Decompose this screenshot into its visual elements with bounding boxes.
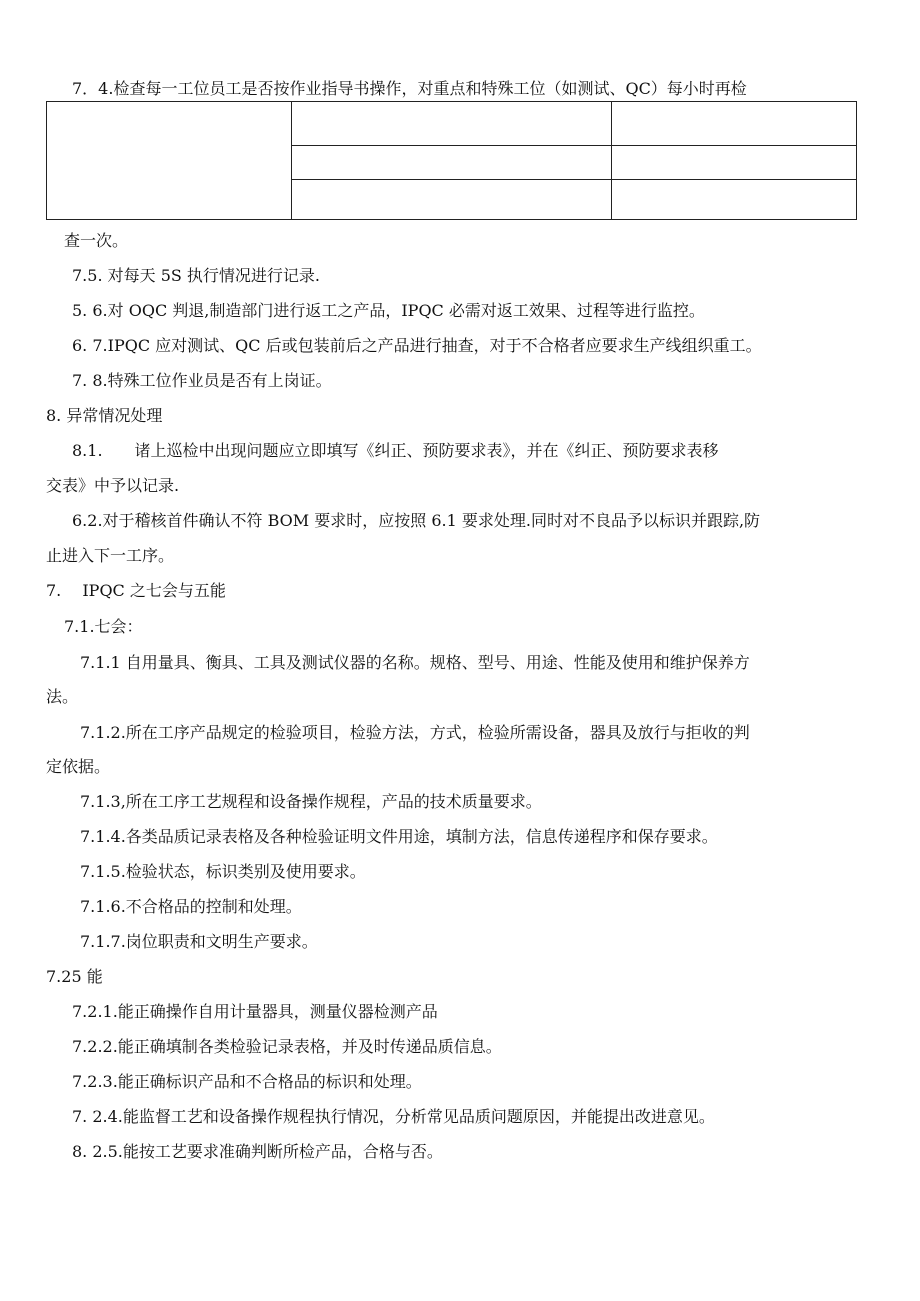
text-line-7-2-3: 7.2.3.能正确标识产品和不合格品的标识和处理。 [72,1072,422,1091]
text-line-7-1-5: 7.1.5.检验状态，标识类别及使用要求。 [80,862,366,881]
table-cell [292,180,612,220]
table-cell [612,146,857,180]
text-line-7-4: 7．4.检查每一工位员工是否按作业指导书操作，对重点和特殊工位（如测试、QC）每小时再检 [72,79,747,98]
blank-table [46,101,857,220]
text-line-7-2-2: 7.2.2.能正确填制各类检验记录表格，并及时传递品质信息。 [72,1037,502,1056]
table-cell [612,180,857,220]
text-line-6-7: 6. 7.IPQC 应对测试、QC 后或包装前后之产品进行抽查，对于不合格者应要求生产线组织重工。 [72,336,762,355]
section-heading-7: 7. IPQC 之七会与五能 [46,581,226,600]
text-line-8-1: 8.1. 诸上巡检中出现问题应立即填写《纠正、预防要求表》，并在《纠正、预防要求表移 [72,441,719,460]
text-line-7-2-1: 7.2.1.能正确操作自用计量器具，测量仪器检测产品 [72,1002,438,1021]
text-line-8-1-cont: 交表》中予以记录. [46,476,180,495]
text-line-7-2-4: 7. 2.4.能监督工艺和设备操作规程执行情况，分析常见品质问题原因，并能提出改进意见。 [72,1107,715,1126]
text-line-7-1-1-cont: 法。 [46,687,79,706]
text-line-7-1-2-cont: 定依据。 [46,757,111,776]
table-cell [612,102,857,146]
text-line-7-1-3: 7.1.3,所在工序工艺规程和设备操作规程，产品的技术质量要求。 [80,792,542,811]
text-line-7-8: 7. 8.特殊工位作业员是否有上岗证。 [72,371,332,390]
text-line-7-1-4: 7.1.4.各类品质记录表格及各种检验证明文件用途，填制方法，信息传递程序和保存要求。 [80,827,718,846]
text-line-8-2-5: 8. 2.5.能按工艺要求准确判断所检产品，合格与否。 [72,1142,443,1161]
table-cell [292,102,612,146]
text-line-5-6: 5. 6.对 OQC 判退,制造部门进行返工之产品，IPQC 必需对返工效果、过程等进行监控。 [72,301,705,320]
section-heading-7-25: 7.25 能 [46,967,103,986]
text-line-7-1-1: 7.1.1 自用量具、衡具、工具及测试仪器的名称。规格、型号、用途、性能及使用和维护保养方 [80,653,750,672]
table-cell-merged [47,102,292,220]
text-line-6-2-cont: 止进入下一工序。 [46,546,175,565]
text-line-6-2: 6.2.对于稽核首件确认不符 BOM 要求时，应按照 6.1 要求处理.同时对不良品予以标识并跟踪,防 [72,511,761,530]
text-line-7-1-6: 7.1.6.不合格品的控制和处理。 [80,897,302,916]
text-line-7-4-cont: 查一次。 [64,231,129,250]
text-line-7-1: 7.1.七会： [64,617,143,636]
text-line-7-5: 7.5. 对每天 5S 执行情况进行记录. [72,266,321,285]
table-cell [292,146,612,180]
text-line-7-1-2: 7.1.2.所在工序产品规定的检验项目，检验方法，方式，检验所需设备，器具及放行与拒收的判 [80,723,750,742]
text-line-7-1-7: 7.1.7.岗位职责和文明生产要求。 [80,932,318,951]
section-heading-8: 8. 异常情况处理 [46,406,163,425]
